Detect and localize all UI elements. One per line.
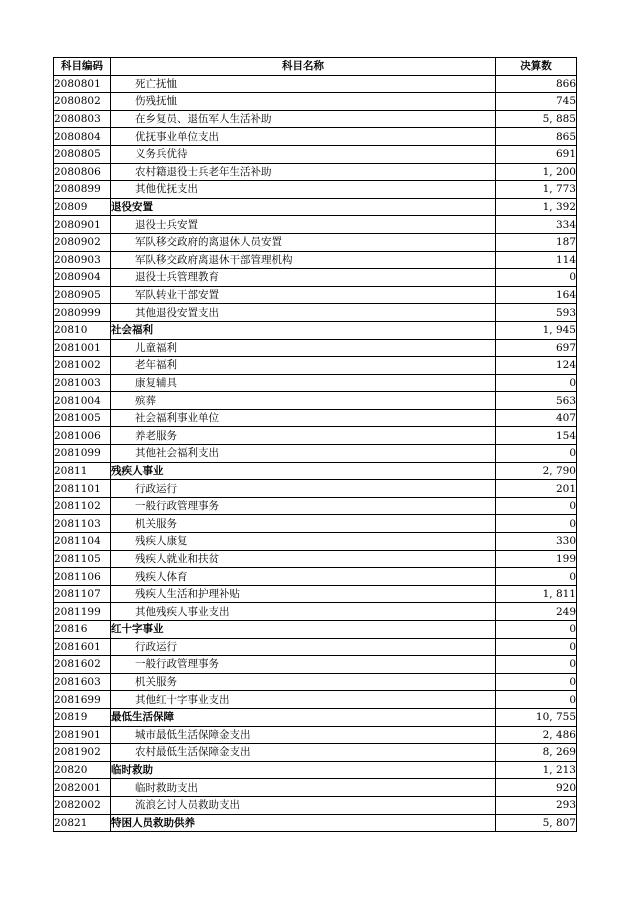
amount-cell: 563 (496, 392, 577, 410)
amount-cell: 0 (496, 638, 577, 656)
code-cell: 2081001 (54, 339, 111, 357)
amount-cell: 0 (496, 656, 577, 674)
code-cell: 2081002 (54, 357, 111, 375)
table-row (54, 550, 577, 568)
name-cell: 康复辅具 (111, 374, 496, 392)
name-cell: 流浪乞讨人员救助支出 (111, 796, 496, 814)
table-row (54, 761, 577, 779)
table-row (54, 568, 577, 586)
code-cell: 20819 (54, 708, 111, 726)
name-cell: 殡葬 (111, 392, 496, 410)
code-cell: 2081099 (54, 445, 111, 463)
amount-cell: 1, 811 (496, 585, 577, 603)
name-cell: 一般行政管理事务 (111, 656, 496, 674)
code-cell: 2080806 (54, 163, 111, 181)
table-row (54, 638, 577, 656)
code-cell: 2080801 (54, 75, 111, 93)
code-cell: 2081106 (54, 568, 111, 586)
table-row (54, 286, 577, 304)
amount-cell: 330 (496, 533, 577, 551)
code-cell: 2080901 (54, 216, 111, 234)
table-row (54, 621, 577, 639)
table-row (54, 726, 577, 744)
code-cell: 2080805 (54, 145, 111, 163)
amount-cell: 865 (496, 128, 577, 146)
code-cell: 2082002 (54, 796, 111, 814)
table-row (54, 708, 577, 726)
table-row (54, 515, 577, 533)
table-row (54, 75, 577, 93)
code-cell: 2081603 (54, 673, 111, 691)
name-cell: 老年福利 (111, 357, 496, 375)
amount-cell: 1, 213 (496, 761, 577, 779)
name-cell: 社会福利事业单位 (111, 409, 496, 427)
name-cell: 临时救助 (111, 761, 496, 779)
name-cell: 城市最低生活保障金支出 (111, 726, 496, 744)
table-row (54, 339, 577, 357)
amount-cell: 2, 790 (496, 462, 577, 480)
table-row (54, 357, 577, 375)
code-cell: 2080802 (54, 93, 111, 111)
table-row (54, 251, 577, 269)
amount-cell: 0 (496, 445, 577, 463)
code-cell: 2081101 (54, 480, 111, 498)
code-cell: 2081901 (54, 726, 111, 744)
name-cell: 退役安置 (111, 198, 496, 216)
name-cell: 最低生活保障 (111, 708, 496, 726)
amount-cell: 164 (496, 286, 577, 304)
amount-cell: 249 (496, 603, 577, 621)
table-row (54, 409, 577, 427)
table-row (54, 497, 577, 515)
code-cell: 2081004 (54, 392, 111, 410)
code-cell: 20809 (54, 198, 111, 216)
amount-cell: 866 (496, 75, 577, 93)
table-row (54, 427, 577, 445)
code-cell: 20810 (54, 321, 111, 339)
amount-cell: 10, 755 (496, 708, 577, 726)
amount-cell: 0 (496, 497, 577, 515)
table-row (54, 181, 577, 199)
name-cell: 其他优抚支出 (111, 181, 496, 199)
name-cell: 行政运行 (111, 638, 496, 656)
name-cell: 一般行政管理事务 (111, 497, 496, 515)
table-header-row (54, 58, 577, 76)
header-code: 科目编码 (54, 58, 111, 76)
amount-cell: 5, 885 (496, 110, 577, 128)
amount-cell: 293 (496, 796, 577, 814)
table-row (54, 128, 577, 146)
header-name: 科目名称 (111, 58, 496, 76)
table-body (54, 75, 577, 832)
name-cell: 残疾人康复 (111, 533, 496, 551)
table-row (54, 110, 577, 128)
name-cell: 儿童福利 (111, 339, 496, 357)
table-row (54, 163, 577, 181)
code-cell: 20821 (54, 814, 111, 832)
amount-cell: 0 (496, 673, 577, 691)
amount-cell: 1, 392 (496, 198, 577, 216)
name-cell: 其他红十字事业支出 (111, 691, 496, 709)
table-row (54, 392, 577, 410)
table-row (54, 814, 577, 832)
name-cell: 农村籍退役士兵老年生活补助 (111, 163, 496, 181)
table-row (54, 779, 577, 797)
name-cell: 残疾人就业和扶贫 (111, 550, 496, 568)
amount-cell: 593 (496, 304, 577, 322)
name-cell: 社会福利 (111, 321, 496, 339)
code-cell: 2080903 (54, 251, 111, 269)
code-cell: 2080902 (54, 233, 111, 251)
amount-cell: 0 (496, 374, 577, 392)
amount-cell: 114 (496, 251, 577, 269)
amount-cell: 407 (496, 409, 577, 427)
table-row (54, 796, 577, 814)
name-cell: 伤残抚恤 (111, 93, 496, 111)
amount-cell: 5, 807 (496, 814, 577, 832)
code-cell: 2080804 (54, 128, 111, 146)
amount-cell: 0 (496, 621, 577, 639)
amount-cell: 691 (496, 145, 577, 163)
amount-cell: 2, 486 (496, 726, 577, 744)
name-cell: 机关服务 (111, 673, 496, 691)
table-row (54, 603, 577, 621)
amount-cell: 187 (496, 233, 577, 251)
name-cell: 其他社会福利支出 (111, 445, 496, 463)
table-row (54, 673, 577, 691)
code-cell: 2081102 (54, 497, 111, 515)
amount-cell: 201 (496, 480, 577, 498)
table-row (54, 656, 577, 674)
name-cell: 在乡复员、退伍军人生活补助 (111, 110, 496, 128)
name-cell: 义务兵优待 (111, 145, 496, 163)
code-cell: 2081902 (54, 744, 111, 762)
amount-cell: 0 (496, 691, 577, 709)
code-cell: 20816 (54, 621, 111, 639)
name-cell: 军队移交政府离退休干部管理机构 (111, 251, 496, 269)
table-row (54, 533, 577, 551)
name-cell: 军队转业干部安置 (111, 286, 496, 304)
table-row (54, 93, 577, 111)
amount-cell: 1, 945 (496, 321, 577, 339)
name-cell: 其他残疾人事业支出 (111, 603, 496, 621)
code-cell: 2081602 (54, 656, 111, 674)
name-cell: 优抚事业单位支出 (111, 128, 496, 146)
amount-cell: 0 (496, 568, 577, 586)
name-cell: 死亡抚恤 (111, 75, 496, 93)
table-row (54, 216, 577, 234)
code-cell: 20811 (54, 462, 111, 480)
code-cell: 2080904 (54, 269, 111, 287)
code-cell: 2081601 (54, 638, 111, 656)
name-cell: 退役士兵安置 (111, 216, 496, 234)
code-cell: 2082001 (54, 779, 111, 797)
amount-cell: 920 (496, 779, 577, 797)
table-row (54, 462, 577, 480)
code-cell: 2080899 (54, 181, 111, 199)
amount-cell: 745 (496, 93, 577, 111)
table-row (54, 233, 577, 251)
name-cell: 红十字事业 (111, 621, 496, 639)
table-row (54, 304, 577, 322)
budget-table (53, 57, 577, 832)
amount-cell: 0 (496, 515, 577, 533)
table-row (54, 145, 577, 163)
table-row (54, 269, 577, 287)
code-cell: 2081105 (54, 550, 111, 568)
code-cell: 2080803 (54, 110, 111, 128)
amount-cell: 334 (496, 216, 577, 234)
name-cell: 特困人员救助供养 (111, 814, 496, 832)
table-row (54, 445, 577, 463)
name-cell: 机关服务 (111, 515, 496, 533)
name-cell: 残疾人体育 (111, 568, 496, 586)
table-row (54, 480, 577, 498)
table-row (54, 198, 577, 216)
name-cell: 农村最低生活保障金支出 (111, 744, 496, 762)
table-row (54, 691, 577, 709)
name-cell: 其他退役安置支出 (111, 304, 496, 322)
amount-cell: 0 (496, 269, 577, 287)
code-cell: 20820 (54, 761, 111, 779)
name-cell: 残疾人生活和护理补贴 (111, 585, 496, 603)
code-cell: 2080999 (54, 304, 111, 322)
header-amount: 决算数 (496, 58, 577, 76)
name-cell: 养老服务 (111, 427, 496, 445)
amount-cell: 8, 269 (496, 744, 577, 762)
code-cell: 2081003 (54, 374, 111, 392)
code-cell: 2081699 (54, 691, 111, 709)
code-cell: 2080905 (54, 286, 111, 304)
name-cell: 军队移交政府的离退休人员安置 (111, 233, 496, 251)
code-cell: 2081199 (54, 603, 111, 621)
amount-cell: 199 (496, 550, 577, 568)
code-cell: 2081006 (54, 427, 111, 445)
amount-cell: 124 (496, 357, 577, 375)
code-cell: 2081107 (54, 585, 111, 603)
table-row (54, 585, 577, 603)
name-cell: 残疾人事业 (111, 462, 496, 480)
code-cell: 2081103 (54, 515, 111, 533)
amount-cell: 697 (496, 339, 577, 357)
code-cell: 2081005 (54, 409, 111, 427)
name-cell: 临时救助支出 (111, 779, 496, 797)
amount-cell: 154 (496, 427, 577, 445)
table-row (54, 374, 577, 392)
table-row (54, 321, 577, 339)
name-cell: 退役士兵管理教育 (111, 269, 496, 287)
table-row (54, 744, 577, 762)
amount-cell: 1, 200 (496, 163, 577, 181)
name-cell: 行政运行 (111, 480, 496, 498)
amount-cell: 1, 773 (496, 181, 577, 199)
code-cell: 2081104 (54, 533, 111, 551)
